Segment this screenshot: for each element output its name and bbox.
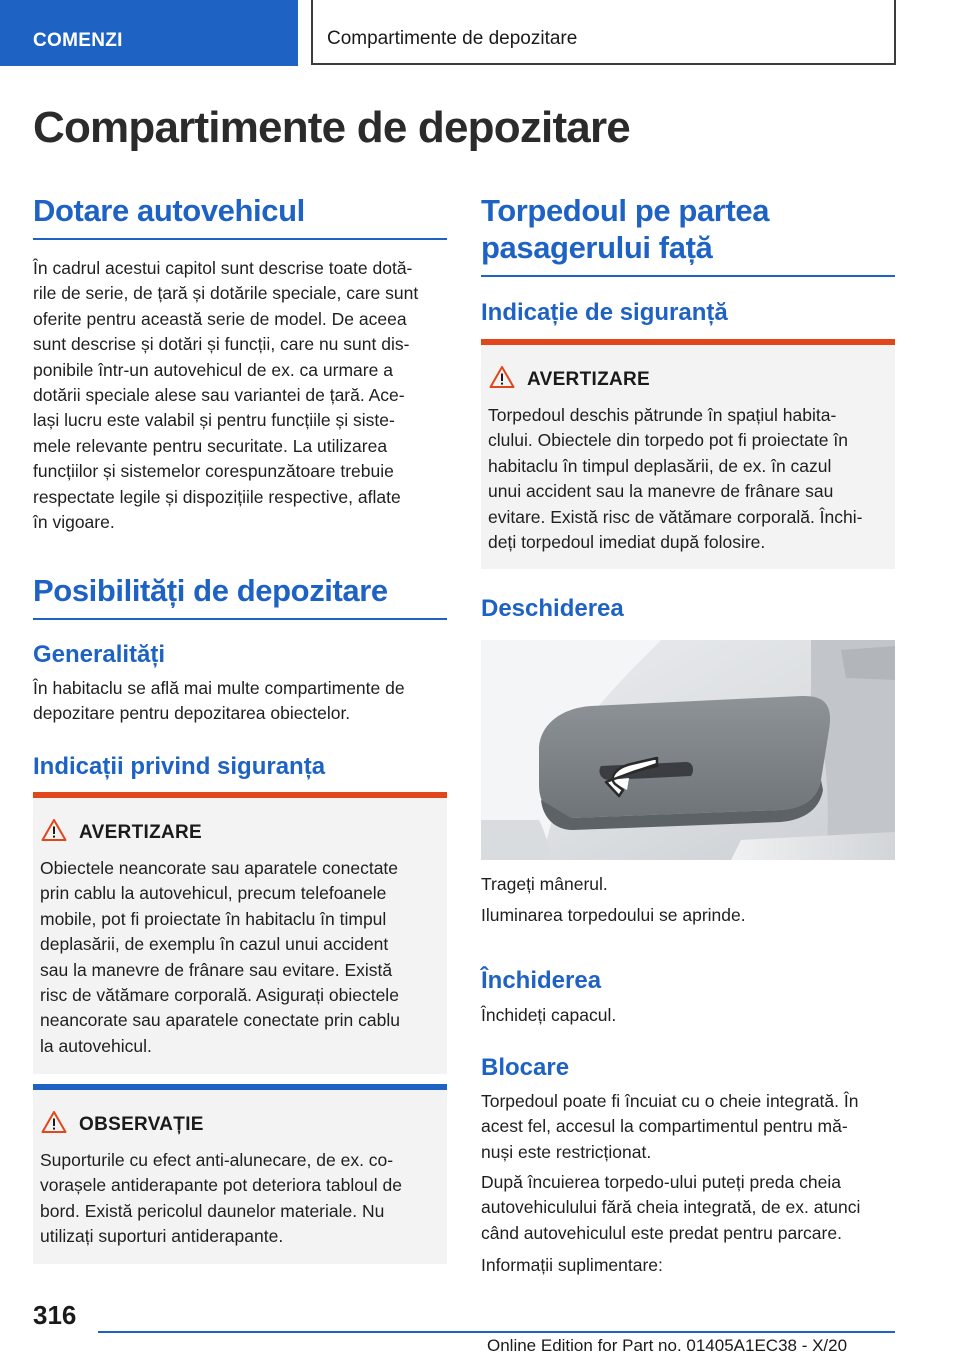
- paragraph-inchiderea: Închideți capacul.: [481, 1005, 617, 1025]
- heading-posibilitati: Posibilități de depozitare: [33, 572, 447, 620]
- page-number: 316: [33, 1300, 77, 1330]
- glovebox-photo: [481, 640, 895, 860]
- warning-icon: [41, 818, 67, 842]
- warning-body: Obiectele neancorate sau aparatele conectate prin cablu la autovehicul, precum telefoanele mobile, pot fi proiectate în habitaclu în timpul deplasării, de exemplu în cazul unui accident sau la manevre de frânare sau evitare. Există risc de vătămare corporală. Asigurați obiectele neancorate sau aparatele conectate prin cablu la autovehicul.: [40, 858, 400, 1056]
- caption-iluminare: Iluminarea torpedoului se aprinde.: [481, 905, 746, 925]
- heading-dotare: Dotare autovehicul: [33, 192, 447, 240]
- paragraph-generalitati: În habitaclu se află mai multe compartimente de depozitare pentru depozitarea obiectelor.: [33, 678, 405, 724]
- heading-blocare: Blocare: [481, 1054, 570, 1081]
- warning-title: AVERTIZARE: [527, 369, 650, 390]
- info-title: OBSERVAȚIE: [79, 1114, 204, 1135]
- warning-triangle-icon: [41, 1110, 67, 1134]
- paragraph-informatii: Informații suplimentare:: [481, 1255, 663, 1275]
- paragraph-blocare-2: După încuierea torpedo-ului puteți preda cheia autovehiculului fără cheia integrată, de ex. atunci când autovehiculul este predat pentru parcare.: [481, 1172, 861, 1243]
- page-title: Compartimente de depozitare: [33, 103, 630, 152]
- heading-torpedo: Torpedoul pe partea pasagerului față: [481, 192, 895, 277]
- caption-trageti: Trageți mânerul.: [481, 874, 608, 894]
- info-body: Suporturile cu efect anti-alunecare, de ex. co- vorașele antiderapante pot deteriora tabloul de bord. Există pericolul daunelor materiale. Nu utilizați suporturi antiderapante.: [40, 1150, 402, 1247]
- heading-siguranta: Indicație de siguranță: [481, 299, 728, 326]
- heading-inchiderea: Închiderea: [481, 967, 602, 994]
- footer-divider: [98, 1331, 895, 1333]
- paragraph-blocare-1: Torpedoul poate fi încuiat cu o cheie integrată. În acest fel, accesul la compartimentul pentru mă- nuși este restricționat.: [481, 1091, 859, 1162]
- warning-body: Torpedoul deschis pătrunde în spațiul habita- clului. Obiectele din torpedo pot fi proiectate în habitaclu în timpul deplasării, de ex. în cazul unui accident sau la manevre de frânare sau evitare. Există risc de vătămare corporală. Închi- deți torpedoul imediat după folosire.: [488, 405, 863, 553]
- info-box: [33, 1084, 447, 1264]
- glovebox-illustration: [481, 640, 895, 860]
- header-tab[interactable]: [0, 0, 298, 66]
- warning-box-right: [481, 339, 895, 569]
- heading-indicatii: Indicații privind siguranța: [33, 753, 326, 780]
- warning-icon: [489, 365, 515, 389]
- heading-deschiderea: Deschiderea: [481, 595, 624, 622]
- paragraph-dotare: În cadrul acestui capitol sunt descrise toate dotă- rile de serie, de țară și dotările speciale, care sunt oferite pentru această serie de model. De aceea sunt descrise și dotări și funcții, care nu sunt dis- ponibile într-un autovehicul de ex. ca urmare a dotării speciale alese sau variantei de țară. Ace- lași lucru este valabil și pentru funcțiile și siste- mele relevante pentru securitate. La utilizarea funcțiilor și sistemelor corespunzătoare trebuie respectate legile și dispozițiile respective, aflate în vigoare.: [33, 258, 419, 533]
- footer-edition: Online Edition for Part no. 01405A1EC38 - X/20: [487, 1336, 848, 1355]
- header-tab-label: COMENZI: [33, 30, 123, 51]
- warning-title: AVERTIZARE: [79, 822, 202, 843]
- header-section-title: Compartimente de depozitare: [327, 28, 578, 49]
- header-section: [311, 0, 896, 65]
- heading-generalitati: Generalități: [33, 641, 166, 668]
- warning-box: [33, 792, 447, 1074]
